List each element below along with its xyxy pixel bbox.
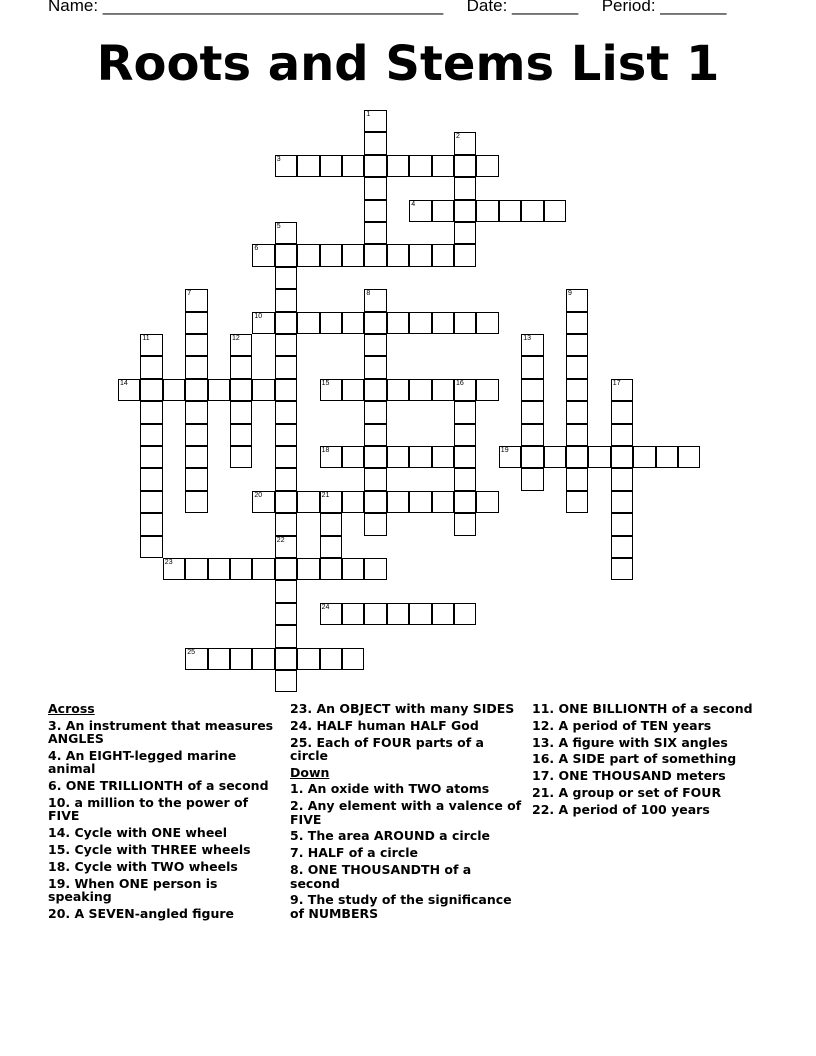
grid-cell[interactable]	[320, 446, 342, 468]
grid-cell[interactable]	[544, 446, 566, 468]
grid-cell[interactable]	[454, 379, 476, 401]
grid-cell[interactable]	[364, 513, 386, 535]
grid-cell[interactable]	[566, 312, 588, 334]
clue-item: 11. ONE BILLIONTH of a second	[532, 701, 753, 716]
name-label: Name:	[48, 0, 99, 15]
grid-cell[interactable]	[611, 468, 633, 490]
grid-cell[interactable]	[499, 200, 521, 222]
grid-cell[interactable]	[364, 289, 386, 311]
clue-item: 17. ONE THOUSAND meters	[532, 768, 726, 784]
clue-number: 25	[187, 648, 195, 656]
grid-cell[interactable]	[275, 289, 297, 311]
grid-cell[interactable]	[320, 244, 342, 266]
grid-cell[interactable]	[185, 401, 207, 423]
grid-cell[interactable]	[364, 222, 386, 244]
grid-cell[interactable]	[387, 312, 409, 334]
grid-cell[interactable]	[476, 379, 498, 401]
grid-cell[interactable]	[409, 312, 431, 334]
grid-cell[interactable]	[320, 379, 342, 401]
grid-cell[interactable]	[275, 424, 297, 446]
grid-cell[interactable]	[611, 536, 633, 558]
grid-cell[interactable]	[566, 401, 588, 423]
grid-cell[interactable]	[230, 379, 252, 401]
grid-cell[interactable]	[432, 603, 454, 625]
grid-cell[interactable]	[140, 379, 162, 401]
grid-cell[interactable]	[432, 312, 454, 334]
clue-number: 18	[321, 447, 330, 454]
grid-cell[interactable]	[140, 513, 162, 535]
grid-cell[interactable]	[252, 648, 274, 670]
grid-cell[interactable]	[409, 379, 431, 401]
grid-cell[interactable]	[320, 155, 342, 177]
grid-cell[interactable]	[364, 424, 386, 446]
clues-column-1	[48, 702, 283, 924]
across-heading: Across	[48, 701, 95, 716]
grid-cell[interactable]	[454, 513, 476, 535]
clue-item: 19. When ONE person is speaking	[48, 875, 218, 905]
grid-cell[interactable]	[611, 424, 633, 446]
grid-cell[interactable]	[454, 132, 476, 154]
grid-cell[interactable]	[566, 379, 588, 401]
grid-cell[interactable]	[364, 110, 386, 132]
grid-cell[interactable]	[342, 244, 364, 266]
grid-cell[interactable]	[454, 244, 476, 266]
grid-cell[interactable]	[297, 558, 319, 580]
grid-cell[interactable]	[252, 558, 274, 580]
grid-cell[interactable]	[611, 491, 633, 513]
grid-cell[interactable]	[320, 536, 342, 558]
clue-item: 9. The study of the significance of NUMBERS	[290, 892, 512, 921]
grid-cell[interactable]	[275, 155, 297, 177]
grid-cell[interactable]	[342, 446, 364, 468]
clue-number: 3	[276, 155, 281, 163]
grid-cell[interactable]	[521, 401, 543, 423]
grid-cell[interactable]	[185, 468, 207, 490]
grid-cell[interactable]	[185, 558, 207, 580]
clue-number: 16	[456, 379, 464, 387]
clue-item: 4. An EIGHT-legged marine animal	[48, 747, 237, 777]
clue-number: 11	[142, 335, 150, 342]
clue-number: 4	[411, 200, 416, 208]
grid-cell[interactable]	[364, 468, 386, 490]
clue-number: 21	[321, 491, 330, 499]
grid-cell[interactable]	[275, 312, 297, 334]
grid-cell[interactable]	[208, 558, 230, 580]
grid-cell[interactable]	[185, 356, 207, 378]
grid-cell[interactable]	[297, 312, 319, 334]
grid-cell[interactable]	[387, 155, 409, 177]
grid-cell[interactable]	[432, 200, 454, 222]
grid-cell[interactable]	[297, 244, 319, 266]
grid-cell[interactable]	[275, 491, 297, 513]
clue-item: 7. HALF of a circle	[290, 845, 418, 861]
grid-cell[interactable]	[185, 334, 207, 356]
grid-cell[interactable]	[454, 468, 476, 490]
grid-cell[interactable]	[364, 356, 386, 378]
grid-cell[interactable]	[185, 379, 207, 401]
grid-cell[interactable]	[140, 401, 162, 423]
grid-cell[interactable]	[432, 379, 454, 401]
grid-cell[interactable]	[275, 603, 297, 625]
grid-cell[interactable]	[588, 446, 610, 468]
grid-cell[interactable]	[275, 379, 297, 401]
clue-number: 12	[232, 335, 240, 342]
grid-cell[interactable]	[252, 244, 274, 266]
clue-number: 19	[500, 447, 509, 454]
grid-cell[interactable]	[521, 446, 543, 468]
grid-cell[interactable]	[432, 491, 454, 513]
grid-cell[interactable]	[275, 267, 297, 289]
grid-cell[interactable]	[454, 446, 476, 468]
grid-cell[interactable]	[320, 312, 342, 334]
grid-cell[interactable]	[521, 200, 543, 222]
grid-cell[interactable]	[409, 603, 431, 625]
grid-cell[interactable]	[342, 648, 364, 670]
grid-cell[interactable]	[364, 334, 386, 356]
clue-item: 1. An oxide with TWO atoms	[290, 781, 490, 797]
clue-number: 20	[254, 491, 263, 499]
grid-cell[interactable]	[342, 312, 364, 334]
clue-number: 23	[164, 559, 173, 566]
grid-cell[interactable]	[432, 244, 454, 266]
grid-cell[interactable]	[185, 289, 207, 311]
clues-column-2	[290, 702, 525, 924]
grid-cell[interactable]	[566, 356, 588, 378]
grid-cell[interactable]	[611, 401, 633, 423]
grid-cell[interactable]	[566, 424, 588, 446]
grid-cell[interactable]	[566, 334, 588, 356]
clue-item: 10. a million to the power of FIVE	[48, 794, 249, 824]
grid-cell[interactable]	[409, 446, 431, 468]
grid-cell[interactable]	[611, 379, 633, 401]
grid-cell[interactable]	[230, 401, 252, 423]
clue-item: 13. A figure with SIX angles	[532, 734, 728, 750]
grid-cell[interactable]	[185, 491, 207, 513]
down-heading: Down	[290, 764, 330, 780]
grid-cell[interactable]	[387, 491, 409, 513]
down-clue-list	[290, 782, 525, 920]
grid-cell[interactable]	[364, 401, 386, 423]
grid-cell[interactable]	[566, 446, 588, 468]
grid-cell[interactable]	[364, 491, 386, 513]
grid-cell[interactable]	[364, 558, 386, 580]
grid-cell[interactable]	[476, 200, 498, 222]
grid-cell[interactable]	[275, 401, 297, 423]
grid-cell[interactable]	[140, 356, 162, 378]
grid-cell[interactable]	[476, 312, 498, 334]
clue-number: 14	[120, 379, 128, 387]
grid-cell[interactable]	[611, 513, 633, 535]
grid-cell[interactable]	[454, 491, 476, 513]
grid-cell[interactable]	[275, 446, 297, 468]
grid-cell[interactable]	[409, 244, 431, 266]
clue-number: 17	[612, 379, 621, 387]
clue-number: 6	[254, 245, 259, 253]
grid-cell[interactable]	[342, 491, 364, 513]
clue-item: 12. A period of TEN years	[532, 717, 712, 733]
grid-cell[interactable]	[230, 424, 252, 446]
clue-item: 25. Each of FOUR parts of a circle	[290, 734, 484, 764]
clue-item: 5. The area AROUND a circle	[290, 828, 490, 844]
grid-cell[interactable]	[185, 312, 207, 334]
clue-number: 24	[321, 603, 330, 611]
clue-number: 5	[276, 223, 281, 230]
grid-cell[interactable]	[521, 356, 543, 378]
grid-cell[interactable]	[454, 222, 476, 244]
grid-cell[interactable]	[297, 155, 319, 177]
grid-cell[interactable]	[364, 155, 386, 177]
grid-cell[interactable]	[275, 244, 297, 266]
grid-cell[interactable]	[409, 200, 431, 222]
grid-cell[interactable]	[275, 648, 297, 670]
grid-cell[interactable]	[252, 491, 274, 513]
clue-item: 8. ONE THOUSANDTH of a second	[290, 862, 472, 891]
grid-cell[interactable]	[275, 536, 297, 558]
grid-cell[interactable]	[521, 424, 543, 446]
grid-cell[interactable]	[521, 468, 543, 490]
grid-cell[interactable]	[633, 446, 655, 468]
grid-cell[interactable]	[364, 200, 386, 222]
grid-cell[interactable]	[208, 648, 230, 670]
clue-item: 20. A SEVEN-angled figure	[48, 905, 235, 921]
grid-cell[interactable]	[320, 648, 342, 670]
grid-cell[interactable]	[521, 379, 543, 401]
grid-cell[interactable]	[140, 491, 162, 513]
grid-cell[interactable]	[140, 446, 162, 468]
grid-cell[interactable]	[185, 424, 207, 446]
grid-cell[interactable]	[678, 446, 700, 468]
across-clue-list-continued	[290, 702, 525, 763]
grid-cell[interactable]	[342, 558, 364, 580]
grid-cell[interactable]	[275, 625, 297, 647]
clue-item: 18. Cycle with TWO wheels	[48, 858, 238, 874]
grid-cell[interactable]	[230, 446, 252, 468]
grid-cell[interactable]	[275, 558, 297, 580]
clue-number: 8	[366, 290, 371, 298]
grid-cell[interactable]	[342, 155, 364, 177]
grid-cell[interactable]	[140, 424, 162, 446]
clue-item: 2. Any element with a valence of FIVE	[290, 798, 522, 827]
clue-number: 13	[523, 335, 531, 342]
grid-cell[interactable]	[342, 379, 364, 401]
clue-item: 15. Cycle with THREE wheels	[48, 841, 251, 857]
grid-cell[interactable]	[499, 446, 521, 468]
grid-cell[interactable]	[342, 603, 364, 625]
period-blank[interactable]: _______	[660, 0, 727, 15]
grid-cell[interactable]	[521, 334, 543, 356]
grid-cell[interactable]	[454, 155, 476, 177]
grid-cell[interactable]	[364, 603, 386, 625]
down-clue-list-continued	[532, 702, 767, 816]
grid-cell[interactable]	[454, 603, 476, 625]
clue-item: 22. A period of 100 years	[532, 801, 710, 817]
grid-cell[interactable]	[320, 603, 342, 625]
clue-item: 24. HALF human HALF God	[290, 717, 479, 733]
grid-cell[interactable]	[566, 468, 588, 490]
clue-number: 10	[254, 312, 263, 320]
clue-item: 3. An instrument that measures ANGLES	[48, 717, 274, 746]
grid-cell[interactable]	[566, 491, 588, 513]
clue-number: 1	[366, 111, 371, 118]
grid-cell[interactable]	[454, 424, 476, 446]
clue-number: 22	[276, 536, 285, 544]
grid-cell[interactable]	[275, 580, 297, 602]
clue-number: 2	[456, 133, 460, 141]
grid-cell[interactable]	[185, 648, 207, 670]
grid-cell[interactable]	[275, 356, 297, 378]
grid-cell[interactable]	[185, 446, 207, 468]
grid-cell[interactable]	[275, 222, 297, 244]
clue-item: 21. A group or set of FOUR	[532, 784, 722, 800]
grid-cell[interactable]	[275, 468, 297, 490]
grid-cell[interactable]	[387, 446, 409, 468]
grid-cell[interactable]	[230, 334, 252, 356]
grid-cell[interactable]	[409, 491, 431, 513]
date-label: Date:	[466, 0, 508, 15]
grid-cell[interactable]	[364, 244, 386, 266]
page-title: Roots and Stems List 1	[96, 36, 720, 92]
grid-cell[interactable]	[476, 491, 498, 513]
grid-cell[interactable]	[432, 155, 454, 177]
grid-cell[interactable]	[476, 155, 498, 177]
grid-cell[interactable]	[275, 334, 297, 356]
grid-cell[interactable]	[544, 200, 566, 222]
grid-cell[interactable]	[297, 491, 319, 513]
grid-cell[interactable]	[387, 603, 409, 625]
clue-number: 9	[568, 290, 572, 298]
grid-cell[interactable]	[230, 648, 252, 670]
clue-number: 7	[187, 290, 192, 298]
grid-cell[interactable]	[432, 446, 454, 468]
clues-column-3	[532, 702, 767, 820]
grid-cell[interactable]	[611, 446, 633, 468]
grid-cell[interactable]	[656, 446, 678, 468]
grid-cell[interactable]	[275, 513, 297, 535]
grid-cell[interactable]	[364, 446, 386, 468]
grid-cell[interactable]	[364, 132, 386, 154]
clue-item: 23. An OBJECT with many SIDES	[290, 701, 515, 716]
period-label: Period:	[601, 0, 656, 15]
grid-cell[interactable]	[454, 177, 476, 199]
grid-cell[interactable]	[364, 177, 386, 199]
grid-cell[interactable]	[275, 670, 297, 692]
grid-cell[interactable]	[320, 558, 342, 580]
grid-cell[interactable]	[611, 558, 633, 580]
grid-cell[interactable]	[409, 155, 431, 177]
grid-cell[interactable]	[320, 491, 342, 513]
across-clue-list	[48, 719, 283, 921]
clue-item: 14. Cycle with ONE wheel	[48, 825, 228, 841]
clue-item: 6. ONE TRILLIONTH of a second	[48, 778, 269, 794]
grid-cell[interactable]	[163, 379, 185, 401]
grid-cell[interactable]	[320, 513, 342, 535]
grid-cell[interactable]	[387, 244, 409, 266]
grid-cell[interactable]	[454, 312, 476, 334]
grid-cell[interactable]	[118, 379, 140, 401]
grid-cell[interactable]	[387, 379, 409, 401]
grid-cell[interactable]	[364, 379, 386, 401]
grid-cell[interactable]	[566, 289, 588, 311]
grid-cell[interactable]	[252, 379, 274, 401]
grid-cell[interactable]	[230, 356, 252, 378]
grid-cell[interactable]	[163, 558, 185, 580]
grid-cell[interactable]	[230, 558, 252, 580]
grid-cell[interactable]	[140, 536, 162, 558]
grid-cell[interactable]	[364, 312, 386, 334]
clue-number: 15	[321, 379, 330, 387]
grid-cell[interactable]	[140, 468, 162, 490]
grid-cell[interactable]	[454, 200, 476, 222]
grid-cell[interactable]	[208, 379, 230, 401]
grid-cell[interactable]	[252, 312, 274, 334]
grid-cell[interactable]	[454, 401, 476, 423]
grid-cell[interactable]	[297, 648, 319, 670]
name-blank[interactable]: ____________________________________	[102, 0, 444, 15]
grid-cell[interactable]	[140, 334, 162, 356]
clue-item: 16. A SIDE part of something	[532, 751, 737, 767]
date-blank[interactable]: _______	[512, 0, 579, 15]
